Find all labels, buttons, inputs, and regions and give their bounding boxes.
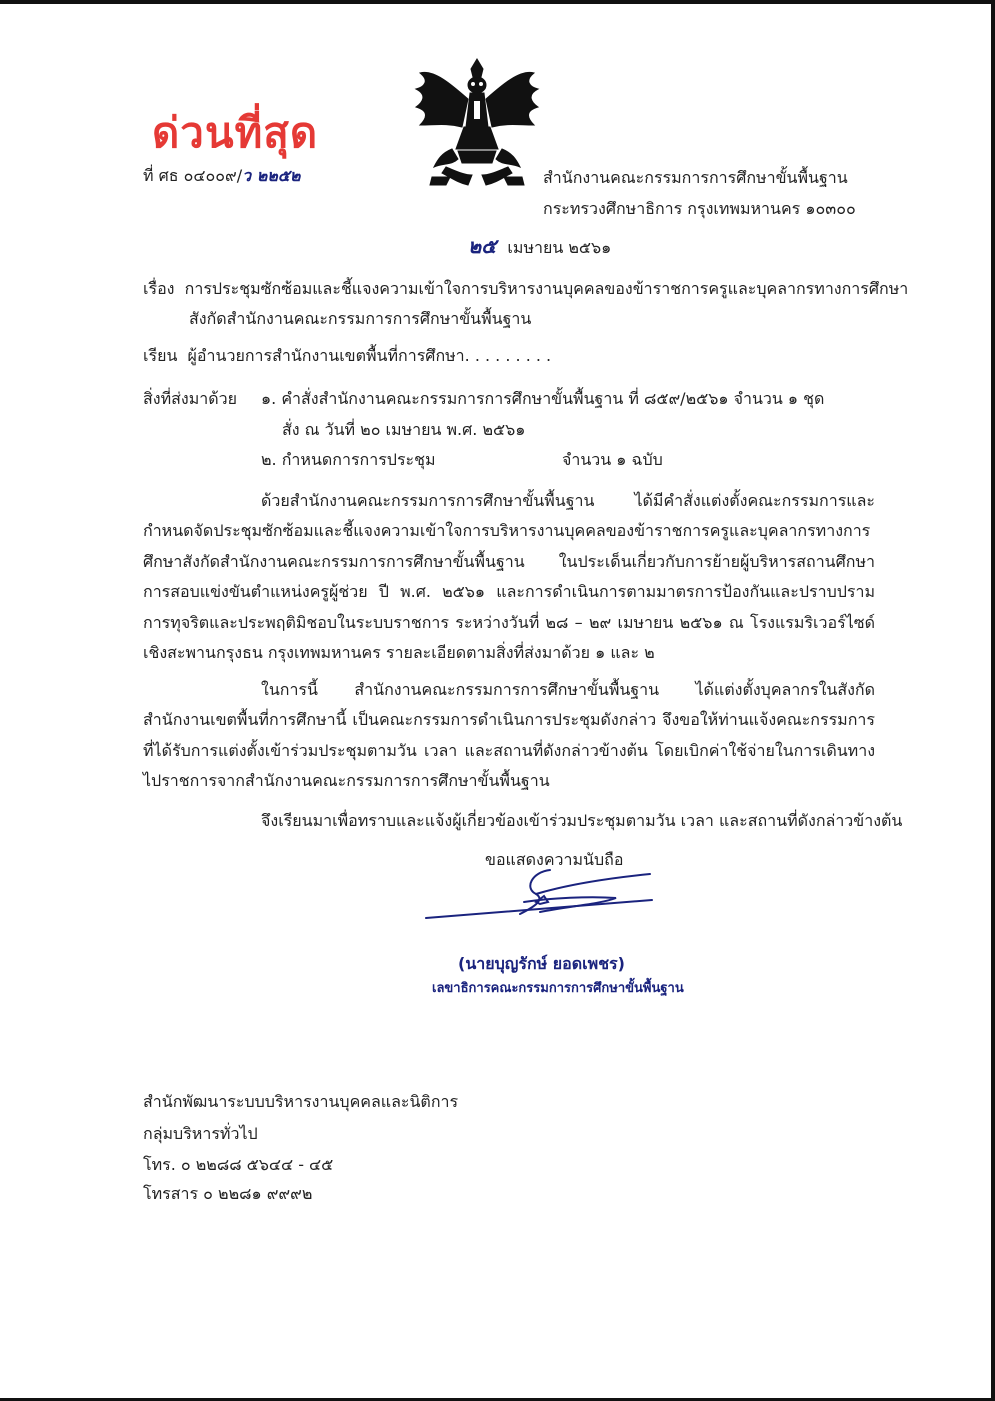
recipient-label: เรียน: [143, 346, 178, 365]
footer-group: กลุ่มบริหารทั่วไป: [143, 1124, 258, 1143]
office-name: สำนักงานคณะกรรมการการศึกษาขั้นพื้นฐาน: [543, 168, 848, 187]
signer-name: (นายบุญรักษ์ ยอดเพชร): [458, 954, 625, 973]
recipient-text: ผู้อำนวยการสำนักงานเขตพื้นที่การศึกษา. . . . . . . . .: [187, 346, 552, 365]
subject-line-1: [143, 279, 908, 299]
office-address: กระทรวงศึกษาธิการ กรุงเทพมหานคร ๑๐๓๐๐: [543, 199, 856, 218]
footer-fax: โทรสาร ๐ ๒๒๘๑ ๙๙๙๒: [143, 1184, 313, 1203]
enclosure-item-2: ๒. กำหนดการการประชุม: [261, 450, 436, 469]
scan-edge-right: [991, 0, 995, 1401]
closing-regards: ขอแสดงความนับถือ: [485, 850, 624, 869]
signer-title: เลขาธิการคณะกรรมการการศึกษาขั้นพื้นฐาน: [432, 981, 684, 996]
footer-phone: โทร. ๐ ๒๒๘๘ ๕๖๔๔ - ๔๕: [143, 1155, 334, 1174]
enclosure-item-2-quantity: จำนวน ๑ ฉบับ: [562, 450, 663, 469]
reference-handwritten-number: ว ๒๒๕๒: [242, 166, 301, 185]
subject-text-1: การประชุมซักซ้อมและชี้แจงความเข้าใจการบริหารงานบุคคลของข้าราชการครูและบุคลากรทางการศึกษา: [184, 279, 909, 298]
body-paragraph-2: ในการนี้ สำนักงานคณะกรรมการการศึกษาขั้นพื้นฐาน ได้แต่งตั้งบุคลากรในสังกัดสำนักงานเขตพื้นที่การศึกษานี้ เป็นคณะกรรมการดำเนินการประชุมดังกล่าว จึงขอให้ท่านแจ้งคณะกรรมการที่ได้รับการแต่งตั้งเข้าร่วมประชุมตามวัน เวลา และสถานที่ดังกล่าวข้างต้น โดยเบิกค่าใช้จ่ายในการเดินทางไปราชการจากสำนักงานคณะกรรมการการศึกษาขั้นพื้นฐาน: [143, 680, 875, 791]
body-paragraph-3: จึงเรียนมาเพื่อทราบและแจ้งผู้เกี่ยวข้องเข้าร่วมประชุมตามวัน เวลา และสถานที่ดังกล่าวข้างต้น: [261, 811, 903, 830]
scan-edge-top: [0, 0, 995, 4]
date-month-year: เมษายน ๒๕๖๑: [507, 238, 612, 257]
subject-line-2: สังกัดสำนักงานคณะกรรมการการศึกษาขั้นพื้นฐาน: [189, 309, 532, 328]
garuda-emblem-icon: [412, 55, 542, 195]
reference-prefix: ที่ ศธ ๐๔๐๐๙/: [143, 166, 243, 185]
enclosure-item-1-date: สั่ง ณ วันที่ ๒๐ เมษายน พ.ศ. ๒๕๖๑: [282, 420, 526, 439]
letter-date: [468, 236, 611, 258]
subject-label: เรื่อง: [143, 279, 175, 298]
reference-number: [143, 166, 300, 186]
handwritten-signature-icon: [420, 862, 660, 932]
footer-department: สำนักพัฒนาระบบบริหารงานบุคคลและนิติการ: [143, 1092, 459, 1111]
enclosures-label: สิ่งที่ส่งมาด้วย: [143, 389, 237, 408]
urgency-stamp: ด่วนที่สุด: [152, 108, 319, 157]
enclosure-item-1: ๑. คำสั่งสำนักงานคณะกรรมการการศึกษาขั้นพื้นฐาน ที่ ๘๕๙/๒๕๖๑ จำนวน ๑ ชุด: [261, 389, 825, 408]
date-handwritten-day: ๒๕: [468, 234, 497, 258]
body-paragraph-1: ด้วยสำนักงานคณะกรรมการการศึกษาขั้นพื้นฐาน ได้มีคำสั่งแต่งตั้งคณะกรรมการและกำหนดจัดประชุมซักซ้อมและชี้แจงความเข้าใจการบริหารงานบุคคลของข้าราชการครูและบุคลากรทางการศึกษาสังกัดสำนักงานคณะกรรมการการศึกษาขั้นพื้นฐาน ในประเด็นเกี่ยวกับการย้ายผู้บริหารสถานศึกษา การสอบแข่งขันตำแหน่งครูผู้ช่วย ปี พ.ศ. ๒๕๖๑ และการดำเนินการตามมาตรการป้องกันและปราบปรามการทุจริตและประพฤติมิชอบในระบบราชการ ระหว่างวันที่ ๒๘ – ๒๙ เมษายน ๒๕๖๑ ณ โรงแรมริเวอร์ไซด์ เชิงสะพานกรุงธน กรุงเทพมหานคร รายละเอียดตามสิ่งที่ส่งมาด้วย ๑ และ ๒: [143, 491, 875, 663]
recipient-line: [143, 346, 551, 366]
